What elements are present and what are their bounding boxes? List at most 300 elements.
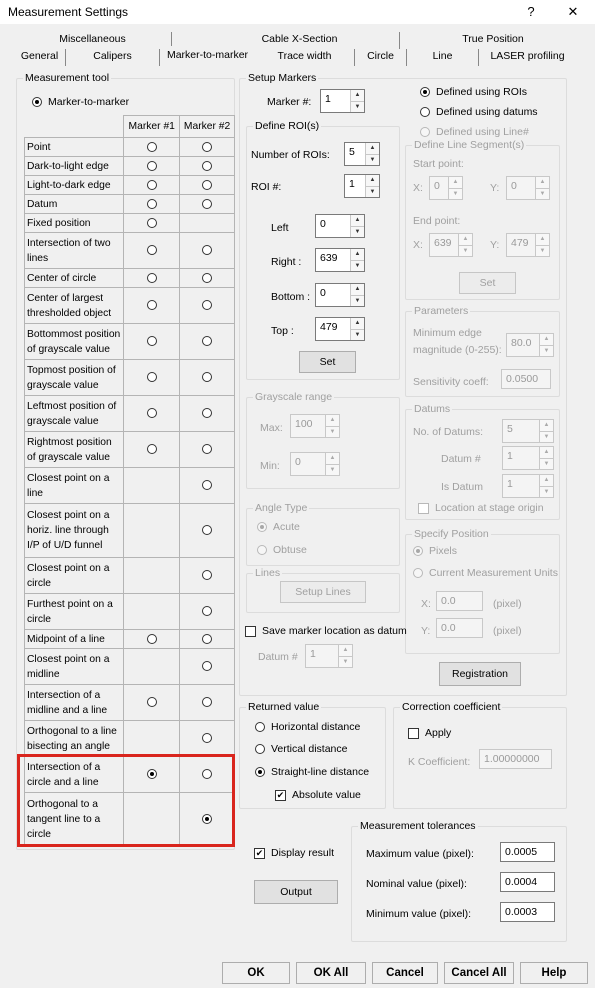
save-datum-num-spinner[interactable] <box>305 644 353 668</box>
radio-straight-line[interactable] <box>255 767 265 777</box>
tool-row-label: Center of circle <box>25 269 124 288</box>
display-result-checkbox[interactable]: ✔ <box>255 847 264 858</box>
table-row <box>25 396 235 432</box>
tool-cell-marker-2 <box>180 504 235 558</box>
tool-row-label: Midpoint of a line <box>25 630 124 649</box>
defined-using-rois-label: Defined using ROIs <box>436 86 528 98</box>
tab-general[interactable]: General <box>14 49 66 66</box>
registration-button[interactable]: Registration <box>439 662 521 686</box>
tool-row-label: Leftmost position of grayscale value <box>25 396 124 432</box>
radio-horizontal[interactable] <box>255 722 265 732</box>
tool-cell-marker-1 <box>124 468 180 504</box>
absolute-value-label: Absolute value <box>292 789 361 801</box>
radio-marker-1[interactable] <box>147 336 157 346</box>
spin-up-icon[interactable]: ▲ <box>536 177 549 189</box>
radio-marker-1[interactable] <box>147 697 157 707</box>
acute-option[interactable] <box>257 521 300 533</box>
end-y-spinner[interactable] <box>506 233 550 257</box>
spin-up-icon[interactable]: ▲ <box>339 645 352 657</box>
tool-cell-marker-1 <box>124 721 180 757</box>
left-value: 0 <box>320 218 326 230</box>
radio-marker-1[interactable] <box>147 218 157 228</box>
apply-option[interactable] <box>408 727 451 739</box>
spin-down-icon[interactable]: ▼ <box>329 467 336 473</box>
tool-cell-marker-2 <box>180 721 235 757</box>
datum-num-label: Datum # <box>441 453 481 465</box>
tool-row-label: Closest point on a circle <box>25 558 124 594</box>
ok-button[interactable]: OK <box>222 962 290 984</box>
start-y-value: 0 <box>511 180 517 192</box>
radio-marker-1[interactable] <box>147 199 157 209</box>
spin-up-icon[interactable]: ▲ <box>536 234 549 246</box>
gray-min-spinner[interactable] <box>290 452 340 476</box>
pos-y-label: Y: <box>421 625 431 637</box>
radio-datums[interactable] <box>420 107 430 117</box>
stage-origin-option[interactable] <box>418 502 544 514</box>
save-datum-num-label: Datum # <box>258 651 298 663</box>
measurement-tool-label: Measurement tool <box>25 72 110 84</box>
radio-marker-1[interactable] <box>147 634 157 644</box>
table-row <box>25 214 235 233</box>
min-edge-value: 80.0 <box>511 337 532 349</box>
spin-up-icon[interactable]: ▲ <box>326 415 339 427</box>
tool-row-label: Datum <box>25 195 124 214</box>
spin-up-icon[interactable]: ▲ <box>351 284 364 296</box>
table-row <box>25 360 235 396</box>
roi-num-value: 1 <box>349 178 355 190</box>
tool-cell-marker-2 <box>180 176 235 195</box>
segment-set-button[interactable]: Set <box>459 272 516 294</box>
obtuse-option[interactable] <box>257 544 307 556</box>
parameters-label: Parameters <box>414 305 469 317</box>
k-coefficient-field[interactable]: 1.00000000 <box>479 749 552 769</box>
help-icon[interactable]: ? <box>527 4 535 19</box>
no-datums-spinner[interactable] <box>502 419 554 443</box>
spin-up-icon[interactable]: ▲ <box>449 177 462 189</box>
table-row <box>25 157 235 176</box>
tool-cell-marker-2 <box>180 432 235 468</box>
measurement-tolerances-label: Measurement tolerances <box>360 820 476 832</box>
is-datum-spinner[interactable] <box>502 474 554 498</box>
tool-row-label: Point <box>25 138 124 157</box>
num-rois-label: Number of ROIs: <box>251 149 330 161</box>
stage-origin-label: Location at stage origin <box>435 502 544 514</box>
radio-marker-2[interactable] <box>202 408 212 418</box>
radio-marker-1[interactable] <box>147 300 157 310</box>
tool-row-label: Furthest point on a circle <box>25 594 124 630</box>
spin-down-icon[interactable]: ▼ <box>539 248 546 254</box>
tool-cell-marker-1 <box>124 594 180 630</box>
sensitivity-label: Sensitivity coeff: <box>413 376 489 388</box>
tool-row-label: Dark-to-light edge <box>25 157 124 176</box>
tool-cell-marker-1 <box>124 432 180 468</box>
left-label: Left <box>271 222 289 234</box>
num-rois-value: 5 <box>349 146 355 158</box>
nominal-tolerance-label: Nominal value (pixel): <box>366 878 467 890</box>
absolute-value-checkbox[interactable]: ✔ <box>276 789 285 800</box>
start-x-label: X: <box>413 182 423 194</box>
is-datum-value: 1 <box>507 478 513 490</box>
right-value: 639 <box>320 252 338 264</box>
spin-down-icon[interactable]: ▼ <box>462 248 469 254</box>
tool-cell-marker-2 <box>180 558 235 594</box>
cancel-button[interactable]: Cancel <box>372 962 438 984</box>
table-row <box>25 721 235 757</box>
tool-cell-marker-1 <box>124 396 180 432</box>
tool-cell-marker-2 <box>180 138 235 157</box>
radio-pixels[interactable] <box>413 546 423 556</box>
spin-down-icon[interactable]: ▼ <box>354 104 361 110</box>
radio-marker-2[interactable] <box>202 273 212 283</box>
tab-line[interactable]: Line <box>407 49 479 66</box>
gray-max-value: 100 <box>295 418 313 430</box>
spin-up-icon[interactable]: ▲ <box>351 215 364 227</box>
spin-down-icon[interactable]: ▼ <box>543 348 550 354</box>
radio-obtuse[interactable] <box>257 545 267 555</box>
spin-down-icon[interactable]: ▼ <box>354 229 361 235</box>
tab-circle[interactable]: Circle <box>355 49 407 66</box>
spin-up-icon[interactable]: ▲ <box>351 90 364 102</box>
tool-cell-marker-2 <box>180 157 235 176</box>
straight-line-distance-label: Straight-line distance <box>271 766 370 778</box>
tool-cell-marker-1 <box>124 630 180 649</box>
pos-x-field[interactable]: 0.0 <box>436 591 483 611</box>
table-row <box>25 468 235 504</box>
straight-line-distance-option[interactable] <box>255 766 369 778</box>
radio-marker-2[interactable] <box>202 733 212 743</box>
table-row <box>25 233 235 269</box>
tab-calipers[interactable]: Calipers <box>66 49 160 66</box>
defined-using-rois-option[interactable] <box>420 86 527 98</box>
save-datum-num-value: 1 <box>310 648 316 660</box>
tab-marker-to-marker[interactable]: Marker-to-marker <box>160 46 255 66</box>
title-bar <box>0 0 595 24</box>
spin-down-icon[interactable]: ▼ <box>354 298 361 304</box>
radio-marker-2[interactable] <box>202 199 212 209</box>
start-x-value: 0 <box>434 180 440 192</box>
end-x-value: 639 <box>434 237 452 249</box>
pos-y-field[interactable]: 0.0 <box>436 618 483 638</box>
datum-num-value: 1 <box>507 450 513 462</box>
close-icon[interactable]: ✕ <box>567 4 579 19</box>
tool-row-label: Intersection of a circle and a line <box>25 757 124 793</box>
apply-checkbox[interactable] <box>408 728 419 739</box>
tool-row-label: Orthogonal to a tangent line to a circle <box>25 793 124 847</box>
table-row <box>25 288 235 324</box>
tool-row-label: Rightmost position of grayscale value <box>25 432 124 468</box>
spin-down-icon[interactable]: ▼ <box>354 263 361 269</box>
tool-cell-marker-1 <box>124 269 180 288</box>
radio-marker-2[interactable] <box>202 142 212 152</box>
defined-using-datums-option[interactable] <box>420 106 538 118</box>
tool-cell-marker-1 <box>124 195 180 214</box>
spin-down-icon[interactable]: ▼ <box>342 659 349 665</box>
spin-up-icon[interactable]: ▲ <box>540 334 553 346</box>
gray-min-value: 0 <box>295 456 301 468</box>
tool-cell-marker-1 <box>124 685 180 721</box>
spin-up-icon[interactable]: ▲ <box>366 175 379 187</box>
display-result-option[interactable] <box>254 847 334 859</box>
tool-cell-marker-1 <box>124 558 180 594</box>
radio-current-units[interactable] <box>413 568 423 578</box>
radio-marker-1[interactable] <box>147 273 157 283</box>
spin-down-icon[interactable]: ▼ <box>539 191 546 197</box>
marker-num-spinner[interactable] <box>320 89 365 113</box>
tool-cell-marker-2 <box>180 468 235 504</box>
absolute-value-option[interactable] <box>275 789 361 801</box>
radio-marker-1[interactable] <box>147 245 157 255</box>
top-value: 479 <box>320 321 338 333</box>
defined-using-line-option[interactable] <box>420 126 529 138</box>
num-rois-spinner[interactable] <box>344 142 380 166</box>
roi-set-button[interactable]: Set <box>299 351 356 373</box>
tool-cell-marker-2 <box>180 396 235 432</box>
tool-cell-marker-1 <box>124 649 180 685</box>
radio-marker-2[interactable] <box>202 525 212 535</box>
table-row <box>25 269 235 288</box>
radio-marker-1[interactable] <box>147 142 157 152</box>
tab-miscellaneous[interactable]: Miscellaneous <box>14 32 172 49</box>
min-edge-spinner[interactable] <box>506 333 554 357</box>
end-y-value: 479 <box>511 237 529 249</box>
radio-marker-2[interactable] <box>202 570 212 580</box>
spin-down-icon[interactable]: ▼ <box>369 189 376 195</box>
tool-cell-marker-2 <box>180 288 235 324</box>
horizontal-distance-option[interactable] <box>255 721 360 733</box>
setup-markers-label: Setup Markers <box>248 72 317 84</box>
current-units-label: Current Measurement Units <box>429 567 558 579</box>
max-tolerance-field[interactable]: 0.0005 <box>500 842 555 862</box>
table-row <box>25 432 235 468</box>
radio-marker-2[interactable] <box>202 300 212 310</box>
ok-all-button[interactable]: OK All <box>296 962 366 984</box>
roi-num-spinner[interactable] <box>344 174 380 198</box>
max-tolerance-label: Maximum value (pixel): <box>366 848 474 860</box>
define-rois-label: Define ROI(s) <box>255 120 320 132</box>
radio-line[interactable] <box>420 127 430 137</box>
no-datums-label: No. of Datums: <box>413 426 484 438</box>
col-marker-1: Marker #1 <box>124 116 180 138</box>
vertical-distance-label: Vertical distance <box>271 743 348 755</box>
table-row <box>25 324 235 360</box>
table-row <box>25 594 235 630</box>
top-spinner[interactable] <box>315 317 365 341</box>
tool-row-label: Bottommost position of grayscale value <box>25 324 124 360</box>
radio-vertical[interactable] <box>255 744 265 754</box>
sensitivity-field[interactable]: 0.0500 <box>501 369 551 389</box>
spin-up-icon[interactable]: ▲ <box>366 143 379 155</box>
obtuse-label: Obtuse <box>273 544 307 556</box>
tool-cell-marker-1 <box>124 324 180 360</box>
spin-up-icon[interactable]: ▲ <box>351 249 364 261</box>
start-y-spinner[interactable] <box>506 176 550 200</box>
spin-up-icon[interactable]: ▲ <box>459 234 472 246</box>
bottom-value: 0 <box>320 287 326 299</box>
radio-marker-1[interactable] <box>147 408 157 418</box>
min-edge-label: Minimum edge magnitude (0-255): <box>413 327 502 356</box>
table-row <box>25 504 235 558</box>
tool-row-label: Fixed position <box>25 214 124 233</box>
define-line-segment-label: Define Line Segment(s) <box>414 139 525 151</box>
output-button[interactable]: Output <box>254 880 338 904</box>
radio-marker-to-marker[interactable] <box>32 97 42 107</box>
setup-lines-button[interactable]: Setup Lines <box>280 581 366 603</box>
tool-cell-marker-2 <box>180 360 235 396</box>
radio-marker-1[interactable] <box>147 161 157 171</box>
pixels-label: Pixels <box>429 545 458 557</box>
spin-up-icon[interactable]: ▲ <box>540 475 553 487</box>
right-label: Right : <box>271 256 302 268</box>
start-y-label: Y: <box>490 182 500 194</box>
right-spinner[interactable] <box>315 248 365 272</box>
spin-down-icon[interactable]: ▼ <box>329 429 336 435</box>
no-datums-value: 5 <box>507 423 513 435</box>
spin-down-icon[interactable]: ▼ <box>543 489 550 495</box>
end-x-label: X: <box>413 239 423 251</box>
spin-down-icon[interactable]: ▼ <box>543 434 550 440</box>
tool-row-label: Closest point on a midline <box>25 649 124 685</box>
table-row <box>25 195 235 214</box>
apply-label: Apply <box>425 727 452 739</box>
tool-cell-marker-1 <box>124 214 180 233</box>
tool-row-label: Center of largest thresholded object <box>25 288 124 324</box>
col-marker-2: Marker #2 <box>180 116 235 138</box>
spin-up-icon[interactable]: ▲ <box>326 453 339 465</box>
cancel-all-button[interactable]: Cancel All <box>444 962 514 984</box>
max-label: Max: <box>260 422 283 434</box>
table-row <box>25 649 235 685</box>
radio-marker-2[interactable] <box>202 161 212 171</box>
correction-coefficient-label: Correction coefficient <box>402 701 501 713</box>
spin-down-icon[interactable]: ▼ <box>369 157 376 163</box>
pos-y-unit: (pixel) <box>493 625 522 637</box>
datums-label: Datums <box>414 403 451 415</box>
marker-to-marker-label: Marker-to-marker <box>48 96 130 108</box>
k-coefficient-label: K Coefficient: <box>408 756 471 768</box>
tab-laser-profiling[interactable]: LASER profiling <box>490 50 565 62</box>
table-row <box>25 630 235 649</box>
radio-marker-2[interactable] <box>202 661 212 671</box>
save-datum-checkbox[interactable] <box>245 626 256 637</box>
tab-cable-x-section[interactable]: Cable X-Section <box>200 32 400 49</box>
spin-down-icon[interactable]: ▼ <box>354 332 361 338</box>
help-button[interactable]: Help <box>520 962 588 984</box>
marker-to-marker-mode[interactable] <box>32 96 129 108</box>
left-spinner[interactable] <box>315 214 365 238</box>
tab-trace-width[interactable]: Trace width <box>255 49 355 66</box>
radio-acute[interactable] <box>257 522 267 532</box>
table-row <box>25 176 235 195</box>
radio-marker-2[interactable] <box>202 444 212 454</box>
tool-cell-marker-1 <box>124 360 180 396</box>
tool-cell-marker-2 <box>180 214 235 233</box>
tool-cell-marker-1 <box>124 233 180 269</box>
tool-row-label: Topmost position of grayscale value <box>25 360 124 396</box>
tab-true-position[interactable]: True Position <box>462 33 524 45</box>
spin-up-icon[interactable]: ▲ <box>540 420 553 432</box>
save-datum-option[interactable] <box>245 625 407 637</box>
tool-cell-marker-2 <box>180 630 235 649</box>
acute-label: Acute <box>273 521 300 533</box>
window-title: Measurement Settings <box>8 5 129 19</box>
tool-cell-marker-2 <box>180 324 235 360</box>
min-label: Min: <box>260 460 280 472</box>
spin-up-icon[interactable]: ▲ <box>351 318 364 330</box>
tool-cell-marker-1 <box>124 288 180 324</box>
tool-row-label: Intersection of a midline and a line <box>25 685 124 721</box>
tool-row-label: Light-to-dark edge <box>25 176 124 195</box>
marker-num-value: 1 <box>325 93 331 105</box>
angle-type-group <box>246 502 400 566</box>
lines-label: Lines <box>255 567 281 579</box>
tool-row-label: Orthogonal to a line bisecting an angle <box>25 721 124 757</box>
stage-origin-checkbox[interactable] <box>418 503 429 514</box>
spin-down-icon[interactable]: ▼ <box>452 191 459 197</box>
tool-row-label: Closest point on a horiz. line through I/P of U/D funnel <box>25 504 124 558</box>
min-tolerance-field[interactable]: 0.0003 <box>500 902 555 922</box>
spin-down-icon[interactable]: ▼ <box>543 461 550 467</box>
pos-x-label: X: <box>421 598 431 610</box>
radio-marker-2[interactable] <box>202 606 212 616</box>
bottom-spinner[interactable] <box>315 283 365 307</box>
save-datum-label: Save marker location as datum <box>262 625 407 637</box>
radio-rois[interactable] <box>420 87 430 97</box>
defined-using-line-label: Defined using Line# <box>436 126 529 138</box>
vertical-distance-option[interactable] <box>255 743 347 755</box>
radio-marker-2[interactable] <box>202 245 212 255</box>
radio-marker-1[interactable] <box>147 444 157 454</box>
radio-marker-1[interactable] <box>147 180 157 190</box>
angle-type-label: Angle Type <box>255 502 308 514</box>
gray-max-spinner[interactable] <box>290 414 340 438</box>
tool-cell-marker-2 <box>180 685 235 721</box>
tool-cell-marker-1 <box>124 504 180 558</box>
radio-marker-1[interactable] <box>147 372 157 382</box>
tool-cell-marker-2 <box>180 649 235 685</box>
tool-row-label: Closest point on a line <box>25 468 124 504</box>
end-x-spinner[interactable] <box>429 233 473 257</box>
radio-marker-2[interactable] <box>202 634 212 644</box>
tool-cell-marker-1 <box>124 176 180 195</box>
datum-num-spinner[interactable] <box>502 446 554 470</box>
horizontal-distance-label: Horizontal distance <box>271 721 361 733</box>
tool-cell-marker-2 <box>180 269 235 288</box>
pixels-option[interactable] <box>413 545 457 557</box>
tab-strip <box>0 24 595 68</box>
marker-num-label: Marker #: <box>267 96 312 108</box>
start-x-spinner[interactable] <box>429 176 463 200</box>
radio-marker-2[interactable] <box>202 180 212 190</box>
measurement-tool-table <box>24 115 235 847</box>
defined-using-datums-label: Defined using datums <box>436 106 538 118</box>
radio-marker-2[interactable] <box>202 372 212 382</box>
returned-value-label: Returned value <box>248 701 320 713</box>
nominal-tolerance-field[interactable]: 0.0004 <box>500 872 555 892</box>
spin-up-icon[interactable]: ▲ <box>540 447 553 459</box>
radio-marker-2[interactable] <box>202 336 212 346</box>
radio-marker-2[interactable] <box>202 697 212 707</box>
radio-marker-2[interactable] <box>202 480 212 490</box>
current-units-option[interactable] <box>413 567 558 579</box>
end-point-label: End point: <box>413 215 461 227</box>
table-row <box>25 685 235 721</box>
table-row <box>25 558 235 594</box>
top-label: Top : <box>271 325 294 337</box>
tool-cell-marker-2 <box>180 195 235 214</box>
display-result-label: Display result <box>271 847 335 859</box>
start-point-label: Start point: <box>413 158 464 170</box>
table-row <box>25 138 235 157</box>
